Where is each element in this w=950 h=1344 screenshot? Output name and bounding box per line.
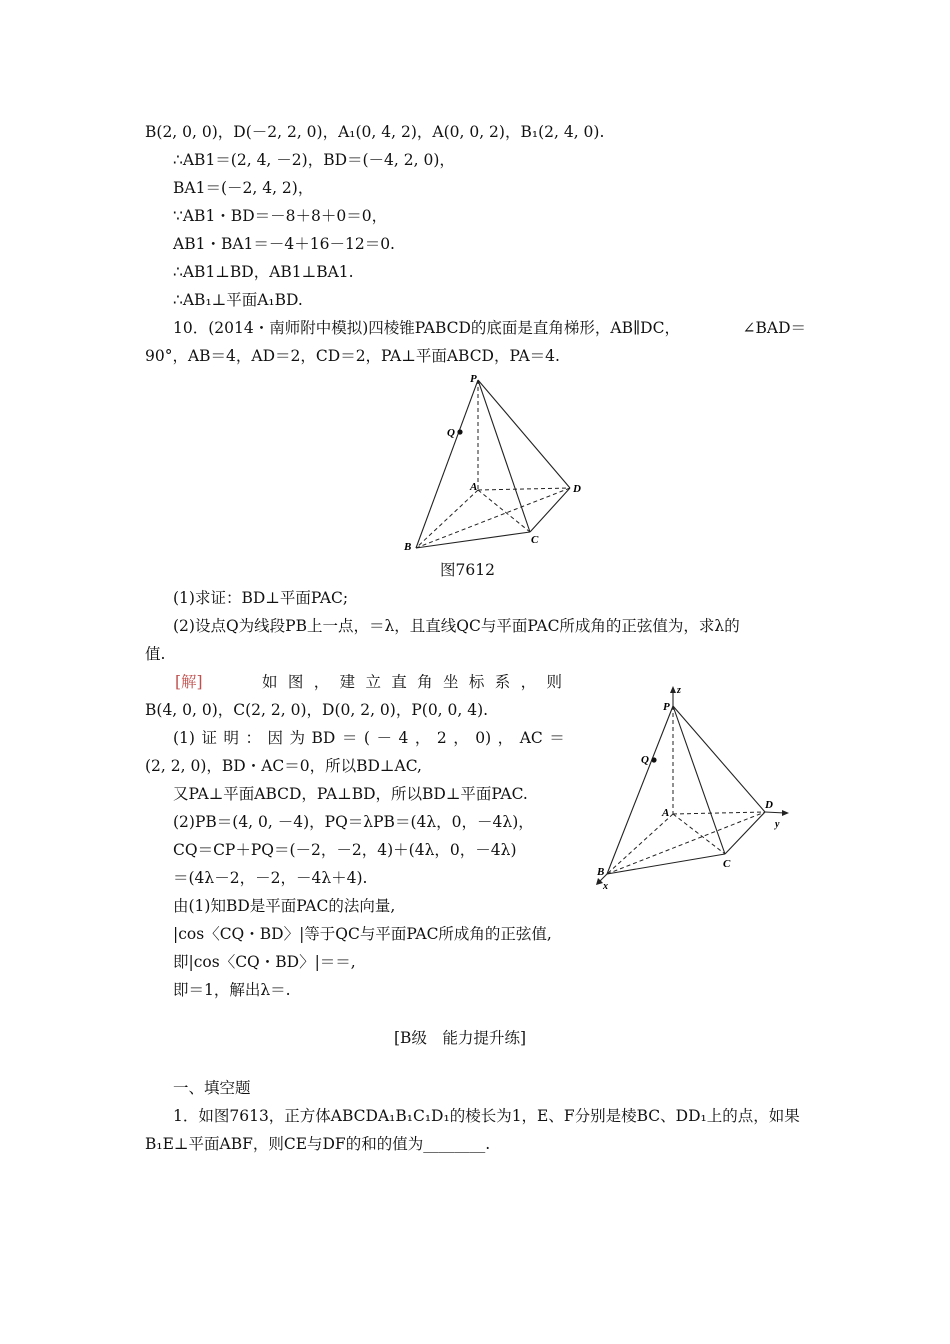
word: ，	[497, 729, 514, 747]
word: ，	[520, 673, 537, 691]
point-q-marker	[651, 757, 656, 762]
word: 4	[398, 729, 409, 747]
solution-vector-line: BA1＝(－2, 4, 2)，	[173, 179, 314, 197]
proof-part-2: (2)PB＝(4, 0, －4)，PQ＝λPB＝(4λ，0，－4λ)，	[173, 813, 534, 831]
vertex-label-c: C	[531, 534, 539, 546]
word: 标	[468, 673, 485, 691]
proof-part-1: 又PA⊥平面ABCD，PA⊥BD，所以BD⊥平面PAC.	[173, 785, 528, 803]
vertex-label-q: Q	[641, 754, 649, 766]
proof-part-2: 由(1)知BD是平面PAC的法向量,	[173, 897, 396, 915]
vertex-label-b: B	[597, 866, 605, 878]
axis-label-x: x	[603, 881, 608, 892]
proof-part-2: |cos〈CQ・BD〉|等于QC与平面PAC所成角的正弦值,	[173, 925, 552, 943]
word: 如	[262, 673, 278, 691]
problem-10-text: 10．(2014・南师附中模拟)四棱锥PABCD的底面是直角梯形，AB∥DC，	[173, 319, 680, 337]
solution-coords: B(4, 0, 0)，C(2, 2, 0)，D(0, 2, 0)，P(0, 0, 4).	[145, 701, 489, 719]
axis-label-y: y	[775, 819, 780, 830]
word: (1)	[173, 729, 195, 747]
vertex-label-b: B	[404, 541, 412, 552]
problem-10-statement	[173, 318, 806, 338]
y-axis-arrow	[782, 810, 789, 816]
word: 角	[417, 673, 433, 691]
vertex-label-a: A	[662, 807, 670, 819]
proof-part-2: CQ＝CP＋PQ＝(－2，－2，4)＋(4λ，0，－4λ)	[173, 841, 517, 859]
solution-vector-line: ∴AB1＝(2, 4, －2)，BD＝(－4, 2, 0)，	[173, 151, 455, 169]
vertex-label-a: A	[470, 481, 478, 493]
word: BD	[311, 729, 336, 747]
word: 立	[365, 673, 381, 691]
word: 系	[494, 673, 511, 691]
solution-dot-product-line: AB1・BA1＝－4＋16－12＝0.	[173, 235, 395, 253]
word: 0)	[475, 729, 492, 747]
point-q-marker	[457, 429, 462, 434]
word: －	[376, 729, 392, 747]
question-2: 值.	[145, 645, 166, 663]
part-heading: 一、填空题	[173, 1079, 251, 1097]
word: 明	[223, 729, 239, 747]
vertex-label-c: C	[723, 858, 731, 870]
solution-conclusion-line: ∴AB1⊥BD，AB1⊥BA1.	[173, 263, 354, 281]
word: 2	[436, 729, 447, 747]
vertex-label-d: D	[573, 483, 581, 495]
section-heading: [B级 能力提升练]	[394, 1029, 526, 1047]
solution-coords-line: B(2, 0, 0)，D(－2, 2, 0)，A₁(0, 4, 2)，A(0, 0, 2)，B₁(2, 4, 0).	[145, 123, 605, 141]
axis-label-z: z	[677, 685, 681, 696]
word: 直	[391, 673, 407, 691]
pyramid-figure	[400, 372, 600, 552]
word: AC	[519, 729, 543, 747]
word: 证	[201, 729, 217, 747]
word: 为	[289, 729, 306, 747]
question-2: (2)设点Q为线段PB上一点，＝λ，且直线QC与平面PAC所成角的正弦值为，求λ的	[173, 617, 740, 635]
solution-tag: [解]	[175, 673, 203, 691]
z-axis-arrow	[670, 686, 676, 693]
word: ，	[414, 729, 431, 747]
exercise-1: 1．如图7613，正方体ABCDA₁B₁C₁D₁的棱长为1，E、F分别是棱BC、DD₁上的点，如果	[173, 1107, 800, 1125]
question-1: (1)求证：BD⊥平面PAC;	[173, 589, 349, 607]
word: (	[363, 729, 370, 747]
word: ＝	[549, 729, 565, 747]
vertex-label-p: P	[663, 701, 670, 713]
word: 因	[267, 729, 284, 747]
vertex-label-p: P	[470, 373, 477, 385]
figure-caption: 图7612	[440, 561, 495, 579]
word: 坐	[443, 673, 459, 691]
vertex-label-q: Q	[447, 427, 455, 439]
word: 则	[546, 673, 562, 691]
proof-part-2: ＝(4λ－2，－2，－4λ＋4).	[173, 869, 368, 887]
word: ：	[245, 729, 262, 747]
exercise-1: B₁E⊥平面ABF，则CE与DF的和的值为________.	[145, 1135, 491, 1153]
word: 建	[339, 673, 356, 691]
proof-part-1: (2, 2, 0)，BD・AC＝0，所以BD⊥AC,	[145, 757, 422, 775]
solution-conclusion-line: ∴AB₁⊥平面A₁BD.	[173, 291, 303, 309]
word: ，	[313, 673, 330, 691]
solution-dot-product-line: ∵AB1・BD＝－8＋8＋0＝0，	[173, 207, 388, 225]
vertex-label-d: D	[765, 799, 773, 811]
word: 图	[287, 673, 304, 691]
proof-part-2: 即＝1，解出λ＝.	[173, 981, 291, 999]
problem-10-statement: 90°，AB＝4，AD＝2，CD＝2，PA⊥平面ABCD，PA＝4.	[145, 347, 560, 365]
word: ，	[453, 729, 469, 747]
proof-part-2: 即|cos〈CQ・BD〉|＝＝,	[173, 953, 356, 971]
problem-10-text: ∠BAD＝	[742, 319, 806, 337]
coordinate-pyramid-figure	[585, 684, 795, 894]
solution-intro	[262, 672, 562, 692]
proof-part-1	[173, 728, 565, 748]
word: ＝	[341, 729, 358, 747]
